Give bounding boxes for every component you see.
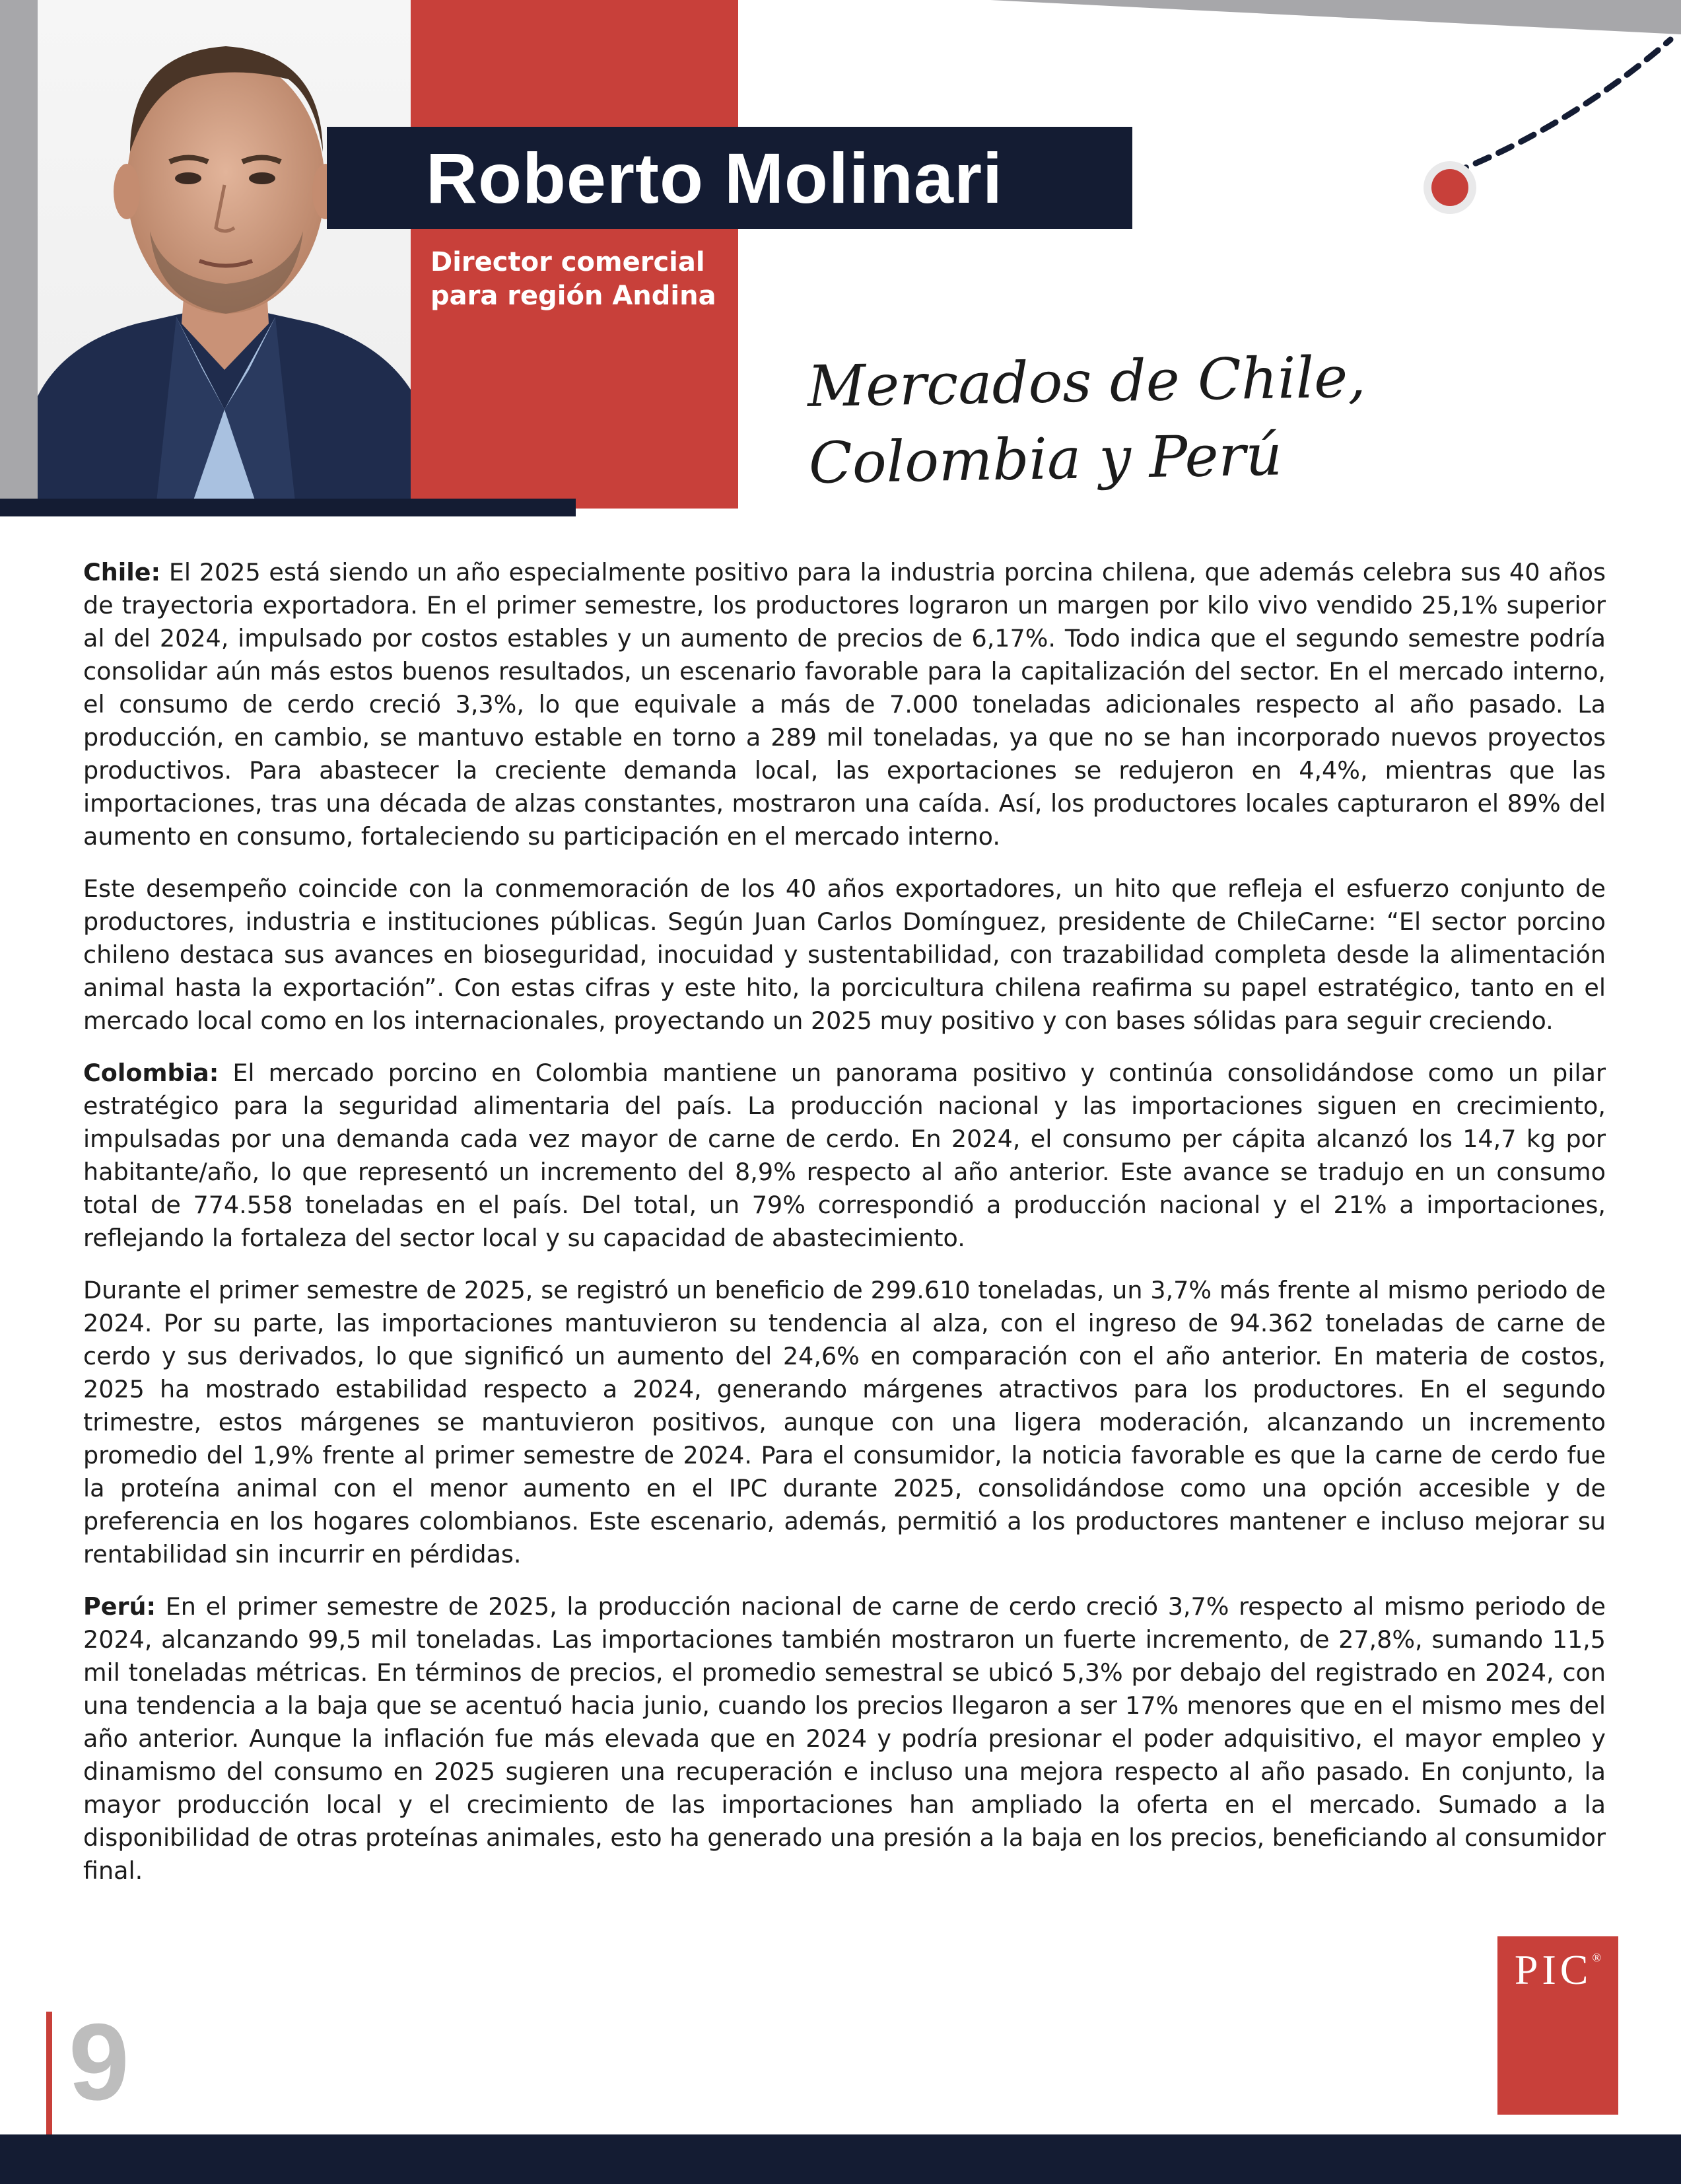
label-chile: Chile: — [83, 558, 161, 586]
footer-navy-bar — [0, 2134, 1681, 2184]
article-body — [83, 556, 1606, 1907]
text-chile-1: El 2025 está siendo un año especialmente positivo para la industria porcina chilena, que además celebra sus 40 años de trayectoria exportadora. En el primer semestre, los productores lograron un margen por kilo vivo vendido 25,1% superior al del 2024, impulsado por costos estables y un aumento de precios de 6,17%. Todo indica que el segundo semestre podría consolidar aún más estos buenos resultados, un escenario favorable para la capitalización del sector. En el mercado interno, el consumo de cerdo creció 3,3%, lo que equivale a más de 7.000 toneladas adicionales respecto al año pasado. La producción, en cambio, se mantuvo estable en torno a 289 mil toneladas, ya que no se han incorporado nuevos proyectos productivos. Para abastecer la creciente demanda local, las exportaciones se redujeron en 4,4%, mientras que las importaciones, tras una década de alzas constantes, mostraron una caída. Así, los productores locales capturaron el 89% del aumento en consumo, fortaleciendo su participación en el mercado interno. — [83, 558, 1606, 851]
text-colombia-1: El mercado porcino en Colombia mantiene un panorama positivo y continúa consolidándose como un pilar estratégico para la seguridad alimentaria del país. La producción nacional y las importaciones siguen en crecimiento, impulsadas por una demanda cada vez mayor de carne de cerdo. En 2024, el consumo per cápita alcanzó los 14,7 kg por habitante/año, lo que representó un incremento del 8,9% respecto al año anterior. Este avance se tradujo en un consumo total de 774.558 toneladas en el país. Del total, un 79% correspondió a producción nacional y el 21% a importaciones, reflejando la fortaleza del sector local y su capacidad de abastecimiento. — [83, 1059, 1606, 1252]
dashed-curve — [1453, 40, 1670, 173]
person-role — [430, 246, 734, 313]
pic-logo-wordmark — [1497, 1946, 1618, 1994]
paragraph-chile-1 — [83, 556, 1606, 853]
portrait-photo — [38, 0, 411, 502]
text-colombia-2: Durante el primer semestre de 2025, se registró un beneficio de 299.610 toneladas, un 3,7% más frente al mismo periodo de 2024. Por su parte, las importaciones mantuvieron su tendencia al alza, con el ingreso de 94.362 toneladas de carne de cerdo y sus derivados, lo que significó un aumento del 24,6% en comparación con el año anterior. En materia de costos, 2025 ha mostrado estabilidad respecto a 2024, generando márgenes atractivos para los productores. En el segundo trimestre, estos márgenes se mantuvieron positivos, aunque con una ligera moderación, alcanzando un incremento promedio del 1,9% frente al primer semestre de 2024. Para el consumidor, la noticia favorable es que la carne de cerdo fue la proteína animal con el menor aumento en el IPC durante 2025, consolidándose como una opción accesible y de preferencia en los hogares colombianos. Este escenario, además, permitió a los productores mantener e incluso mejorar su rentabilidad sin incurrir en pérdidas. — [83, 1276, 1606, 1568]
paragraph-colombia-2 — [83, 1274, 1606, 1571]
header-grey-band — [0, 0, 38, 499]
pic-logo — [1497, 1936, 1618, 2115]
paragraph-chile-2 — [83, 872, 1606, 1038]
label-colombia: Colombia: — [83, 1059, 219, 1087]
paragraph-colombia-1 — [83, 1057, 1606, 1255]
pic-logo-text: PIC — [1514, 1946, 1593, 1993]
paragraph-peru-1 — [83, 1590, 1606, 1887]
grey-wedge — [990, 0, 1681, 34]
portrait-illustration — [38, 0, 411, 502]
header-navy-underline — [0, 499, 576, 516]
decorative-lines — [990, 0, 1681, 238]
person-name: Roberto Molinari — [426, 138, 1003, 218]
text-chile-2: Este desempeño coincide con la conmemoración de los 40 años exportadores, un hito que refleja el esfuerzo conjunto de productores, industria e instituciones públicas. Según Juan Carlos Domínguez, presidente de ChileCarne: “El sector porcino chileno destaca sus avances en bioseguridad, inocuidad y sustentabilidad, con trazabilidad completa desde la alimentación animal hasta la exportación”. Con estas cifras y este hito, la porcicultura chilena reafirma su papel estratégico, tanto en el mercado local como en los internacionales, proyectando un 2025 muy positivo y con bases sólidas para seguir creciendo. — [83, 874, 1606, 1035]
headline-line-1: Mercados de Chile, — [807, 344, 1367, 420]
role-line-2: para región Andina — [430, 281, 716, 311]
headline-script — [807, 336, 1536, 502]
page-number: 9 — [69, 2001, 129, 2123]
registered-mark: ® — [1592, 1951, 1602, 1964]
text-peru-1: En el primer semestre de 2025, la producción nacional de carne de cerdo creció 3,7% respecto al mismo periodo de 2024, alcanzando 99,5 mil toneladas. Las importaciones también mostraron un fuerte incremento, de 27,8%, sumando 11,5 mil toneladas métricas. En términos de precios, el promedio semestral se ubicó 5,3% por debajo del registrado en 2024, con una tendencia a la baja que se acentuó hacia junio, cuando los precios llegaron a ser 17% menores que en el mismo mes del año anterior. Aunque la inflación fue más elevada que en 2024 y podría presionar el poder adquisitivo, el mayor empleo y dinamismo del consumo en 2025 sugieren una recuperación e incluso una mejora respecto al año pasado. En conjunto, la mayor producción local y el crecimiento de las importaciones han ampliado la oferta en el mercado. Sumado a la disponibilidad de otras proteínas animales, esto ha generado una presión a la baja en los precios, beneficiando al consumidor final. — [83, 1592, 1606, 1885]
headline-line-2: Colombia y Perú — [808, 422, 1283, 497]
label-peru: Perú: — [83, 1592, 156, 1621]
role-line-1: Director comercial — [430, 247, 705, 277]
red-dot — [1431, 169, 1468, 206]
